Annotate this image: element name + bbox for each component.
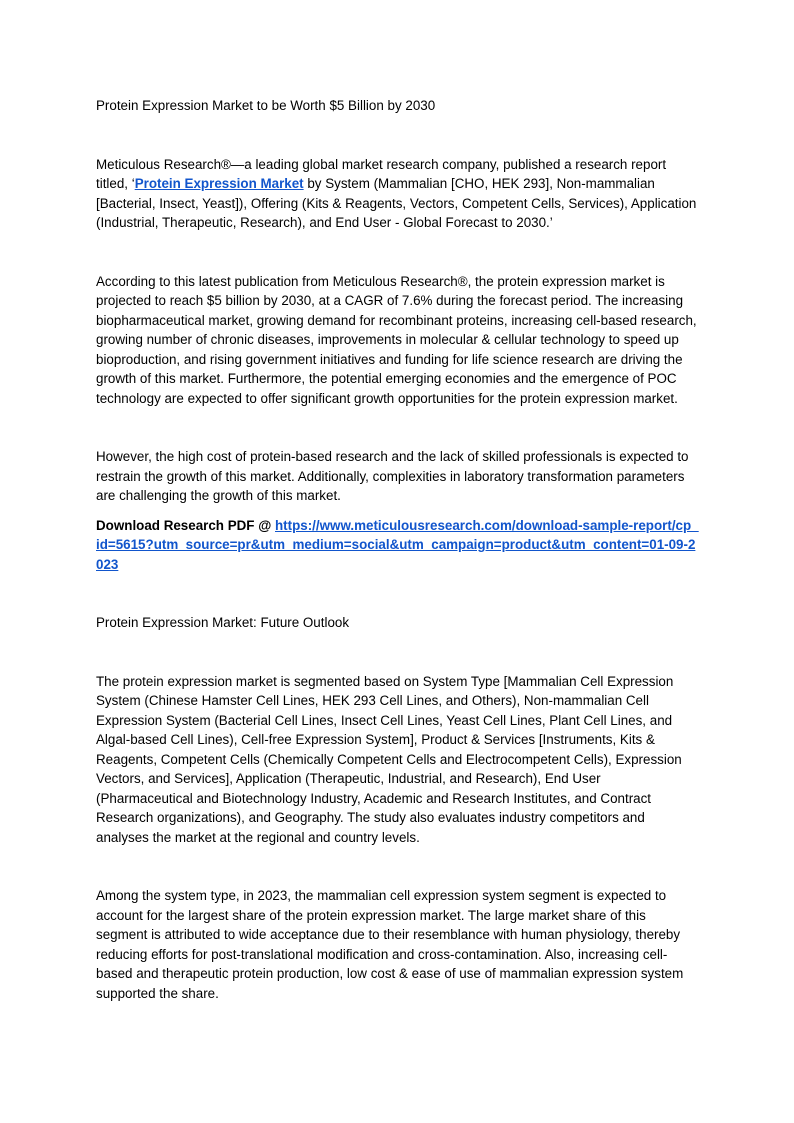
download-sample-link[interactable]: https://www.meticulousresearch.com/download-sample-report/cp_id=5615?utm_source=pr&utm_medium=social&utm_campaign=product&utm_content=01-09-2023 — [96, 517, 699, 572]
forecast-paragraph: According to this latest publication from Meticulous Research®, the protein expression market is projected to reach $5 billion by 2030, at a CAGR of 7.6% during the forecast period. The increasing biopharmaceutical market, growing demand for recombinant proteins, increasing cell-based research, growing number of chronic diseases, improvements in molecular & cellular technology to speed up bioproduction, and rising government initiatives and funding for life science research are driving the growth of this market. Furthermore, the potential emerging economies and the emergence of POC technology are expected to offer significant growth opportunities for the protein expression market. — [96, 273, 697, 406]
restraints-paragraph: However, the high cost of protein-based research and the lack of skilled professionals is expected to restrain the growth of this market. Additionally, complexities in laboratory transformation parameters are challenging the growth of this market. — [96, 449, 689, 503]
intro-text-before: Meticulous Research®—a leading global market research company, published a research report titled, ‘ — [96, 156, 667, 191]
download-label: Download Research PDF @ — [96, 517, 275, 533]
protein-expression-market-link[interactable]: Protein Expression Market — [134, 176, 304, 191]
future-outlook-heading: Protein Expression Market: Future Outlook — [96, 615, 350, 630]
segmentation-paragraph: The protein expression market is segmented based on System Type [Mammalian Cell Expression System (Chinese Hamster Cell Lines, HEK 293 Cell Lines, and Others), Non-mammalian Cell Expression System (Bacterial Cell Lines, Insect Cell Lines, Yeast Cell Lines, Plant Cell Lines, and Algal-based Cell Lines), Cell-free Expression System], Product & Services [Instruments, Kits & Reagents, Competent Cells (Chemically Competent Cells and Electrocompetent Cells), Expression Vectors, and Services], Application (Therapeutic, Industrial, and Research), End User (Pharmaceutical and Biotechnology Industry, Academic and Research Institutes, and Contract Research organizations), and Geography. The study also evaluates industry competitors and analyses the market at the regional and country levels. — [96, 673, 682, 845]
document-page — [96, 96, 700, 1003]
system-type-paragraph: Among the system type, in 2023, the mammalian cell expression system segment is expected to account for the largest share of the protein expression market. The large market share of this segment is attributed to wide acceptance due to their resemblance with human physiology, thereby reducing efforts for post-translational modification and cross-contamination. Also, increasing cell-based and therapeutic protein production, low cost & ease of use of mammalian expression system supported the share. — [96, 888, 684, 1001]
intro-text-after: by System (Mammalian [CHO, HEK 293], Non-mammalian [Bacterial, Insect, Yeast]), Offering (Kits & Reagents, Vectors, Competent Cells, Services), Application (Industrial, Therapeutic, Research), and End User - Global Forecast to 2030.’ — [96, 176, 697, 230]
download-pdf-line — [96, 516, 700, 575]
document-title: Protein Expression Market to be Worth $5 Billion by 2030 — [96, 98, 436, 113]
intro-paragraph — [96, 155, 700, 233]
